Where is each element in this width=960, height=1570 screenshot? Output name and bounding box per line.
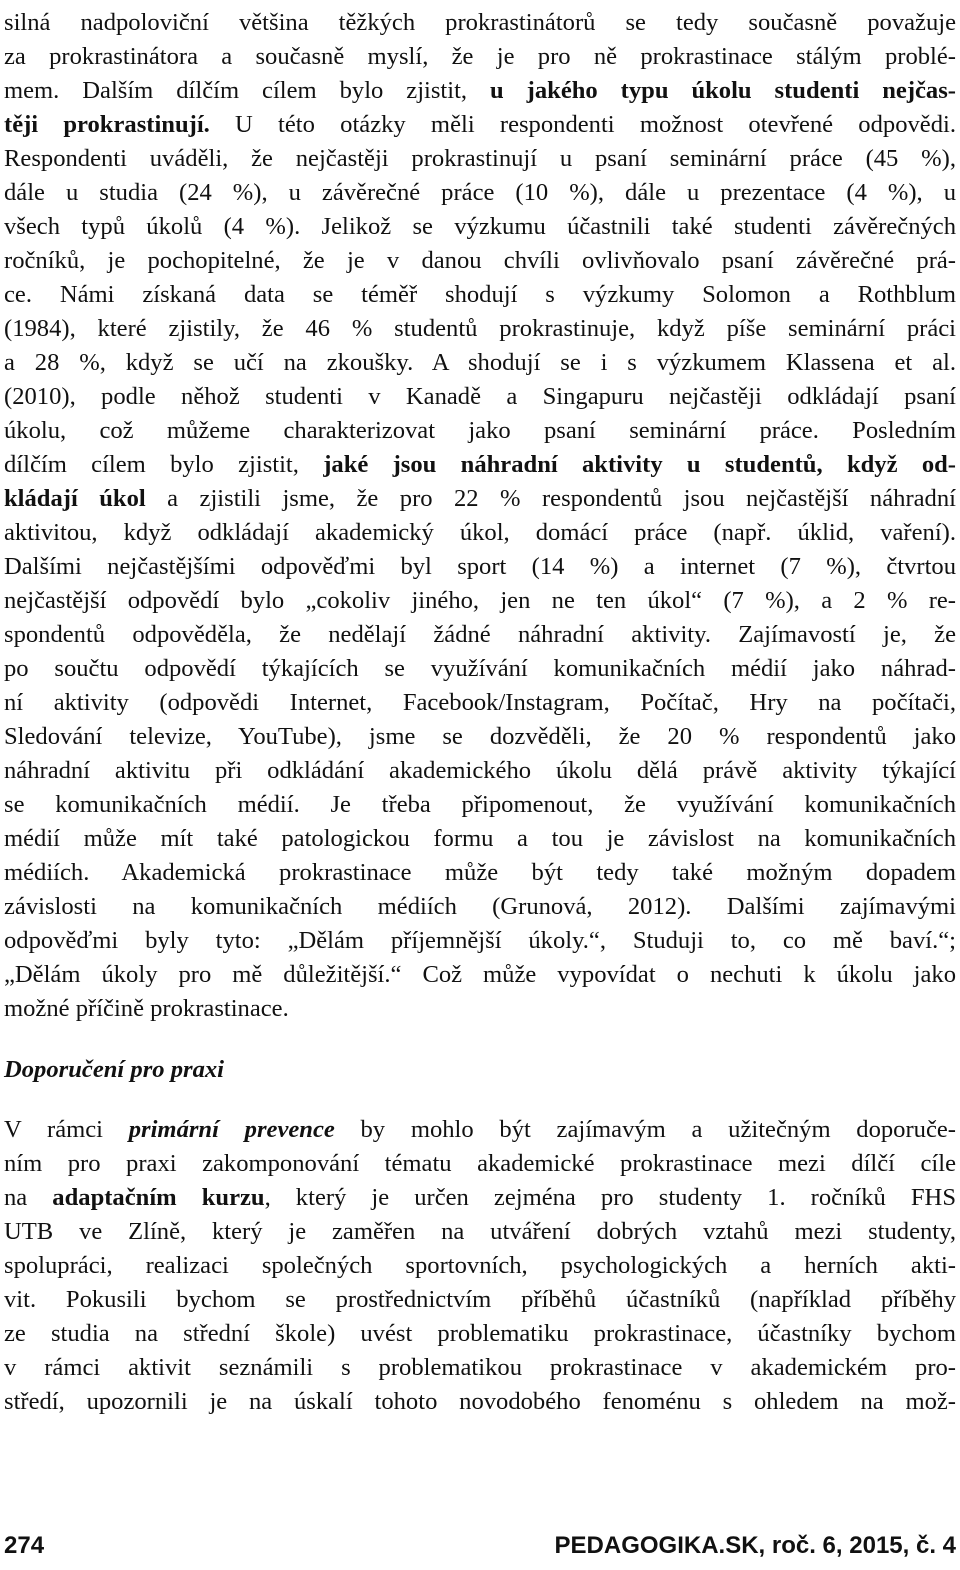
text-line: všech typů úkolů (4 %). Jelikož se výzkumu účastnili také studenti závěrečných bbox=[4, 213, 956, 240]
text-line: po součtu odpovědí týkajících se využívání komunikačních médií jako náhrad- bbox=[4, 655, 956, 682]
text-line: Respondenti uváděli, že nejčastěji prokrastinují u psaní seminární práce (45 %), bbox=[4, 145, 956, 172]
text-line: za prokrastinátora a současně myslí, že je pro ně prokrastinace stálým problé- bbox=[4, 43, 956, 70]
text-line: ze studia na střední škole) uvést problematiku prokrastinace, účastníky bychom bbox=[4, 1320, 956, 1347]
text-line: vit. Pokusili bychom se prostřednictvím příběhů účastníků (například příběhy bbox=[4, 1286, 956, 1313]
journal-citation: PEDAGOGIKA.SK, roč. 6, 2015, č. 4 bbox=[554, 1532, 956, 1559]
text-line: spolupráci, realizaci společných sportovních, psychologických a herních akti- bbox=[4, 1252, 956, 1279]
text-line: se komunikačních médií. Je třeba připomenout, že využívání komunikačních bbox=[4, 791, 956, 818]
text-line: médiích. Akademická prokrastinace může být tedy také možným dopadem bbox=[4, 859, 956, 886]
text-line: (1984), které zjistily, že 46 % studentů prokrastinuje, když píše seminární práci bbox=[4, 315, 956, 342]
text-line: Sledování televize, YouTube), jsme se dozvěděli, že 20 % respondentů jako bbox=[4, 723, 956, 750]
text-line: aktivitou, když odkládají akademický úkol, domácí práce (např. úklid, vaření). bbox=[4, 519, 956, 546]
text-line: ním pro praxi zakomponování tématu akademické prokrastinace mezi dílčí cíle bbox=[4, 1150, 956, 1177]
text-line: „Dělám úkoly pro mě důležitější.“ Což může vypovídat o nechuti k úkolu jako bbox=[4, 961, 956, 988]
bold-italic-phrase: primární prevence bbox=[128, 1116, 335, 1143]
text-line: médií může mít také patologickou formu a tou je závislost na komunikačních bbox=[4, 825, 956, 852]
section-heading: Doporučení pro praxi bbox=[4, 1056, 224, 1083]
bold-phrase: adaptačním kurzu bbox=[52, 1184, 265, 1211]
text-line: středí, upozornili je na úskalí tohoto novodobého fenoménu s ohledem na mož- bbox=[4, 1388, 956, 1415]
bold-phrase: těji prokrastinují. bbox=[4, 111, 210, 138]
text-line: nejčastější odpovědí bylo „cokoliv jiného, jen ne ten úkol“ (7 %), a 2 % re- bbox=[4, 587, 956, 614]
text-line: ce. Námi získaná data se téměř shodují s výzkumy Solomon a Rothblum bbox=[4, 281, 956, 308]
text-line: dále u studia (24 %), u závěrečné práce (10 %), dále u prezentace (4 %), u bbox=[4, 179, 956, 206]
text-line: náhradní aktivitu při odkládání akademického úkolu dělá právě aktivity týkající bbox=[4, 757, 956, 784]
text-line: v rámci aktivit seznámili s problematikou prokrastinace v akademickém pro- bbox=[4, 1354, 956, 1381]
text-line: těji prokrastinují. U této otázky měli respondenti možnost otevřené odpovědi. bbox=[4, 111, 956, 138]
text-line: úkolu, což můžeme charakterizovat jako psaní seminární práce. Posledním bbox=[4, 417, 956, 444]
text-line: možné příčině prokrastinace. bbox=[4, 995, 289, 1022]
bold-phrase: kládají úkol bbox=[4, 485, 146, 512]
text-line: spondentů odpověděla, že nedělají žádné náhradní aktivity. Zajímavostí je, že bbox=[4, 621, 956, 648]
text-line: silná nadpoloviční většina těžkých prokrastinátorů se tedy současně považuje bbox=[4, 9, 956, 36]
text-line: Dalšími nejčastějšími odpověďmi byl sport (14 %) a internet (7 %), čtvrtou bbox=[4, 553, 956, 580]
text-line: na adaptačním kurzu, který je určen zejména pro studenty 1. ročníků FHS bbox=[4, 1184, 956, 1211]
text-line: mem. Dalším dílčím cílem bylo zjistit, u jakého typu úkolu studenti nejčas- bbox=[4, 77, 956, 104]
text-line: (2010), podle něhož studenti v Kanadě a Singapuru nejčastěji odkládají psaní bbox=[4, 383, 956, 410]
text-line: odpověďmi byly tyto: „Dělám příjemnější úkoly.“, Studuji to, co mě baví.“; bbox=[4, 927, 956, 954]
text-line: UTB ve Zlíně, který je zaměřen na utváření dobrých vztahů mezi studenty, bbox=[4, 1218, 956, 1245]
bold-phrase: jaké jsou náhradní aktivity u studentů, když od- bbox=[323, 451, 956, 478]
text-line: ní aktivity (odpovědi Internet, Facebook/Instagram, Počítač, Hry na počítači, bbox=[4, 689, 956, 716]
page-number: 274 bbox=[4, 1532, 45, 1559]
text-line: a 28 %, když se učí na zkoušky. A shodují se i s výzkumem Klassena et al. bbox=[4, 349, 956, 376]
text-line: závislosti na komunikačních médiích (Grunová, 2012). Dalšími zajímavými bbox=[4, 893, 956, 920]
text-line: V rámci primární prevence by mohlo být zajímavým a užitečným doporuče- bbox=[4, 1116, 956, 1143]
text-line: dílčím cílem bylo zjistit, jaké jsou náhradní aktivity u studentů, když od- bbox=[4, 451, 956, 478]
text-line: ročníků, je pochopitelné, že je v danou chvíli ovlivňovalo psaní závěrečné prá- bbox=[4, 247, 956, 274]
bold-phrase: u jakého typu úkolu studenti nejčas- bbox=[490, 77, 956, 104]
text-line: kládají úkol a zjistili jsme, že pro 22 % respondentů jsou nejčastější náhradní bbox=[4, 485, 956, 512]
